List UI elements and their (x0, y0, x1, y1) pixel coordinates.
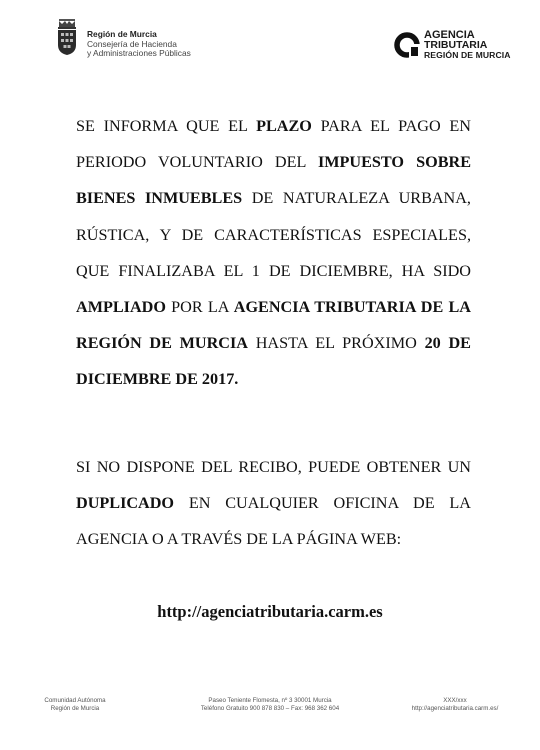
text-run-bold: AGENCIA TRIBUTARIA DE LA REGIÓN DE MURCIA (76, 298, 471, 353)
text-run: EN CUALQUIER OFICINA DE LA AGENCIA O A TRAVÉS DE LA PÁGINA WEB: (76, 494, 471, 549)
institution-name (87, 30, 191, 59)
agency-logo-icon (394, 32, 420, 58)
text-run: SE INFORMA QUE EL (76, 117, 257, 135)
text-run-bold: 20 DE DICIEMBRE DE 2017. (76, 334, 471, 389)
footer-text: Comunidad Autónoma (44, 697, 106, 704)
footer-text: XXX/xxx (443, 697, 467, 704)
institution-header (55, 18, 191, 59)
region-name: Región de Murcia (87, 29, 157, 39)
text-run: HASTA EL PRÓXIMO (247, 334, 425, 353)
notice-paragraph-duplicate (76, 449, 471, 558)
agency-name-line3: REGIÓN DE MURCIA (424, 50, 511, 60)
footer-text: Teléfono Gratuito 900 878 830 – Fax: 968 362 604 (200, 705, 340, 712)
footer-reference (390, 697, 520, 713)
text-run: PARA EL PAGO EN PERIODO VOLUNTARIO DEL (76, 117, 471, 172)
footer-text: Región de Murcia (50, 705, 100, 712)
text-run-bold: IMPUESTO SOBRE BIENES INMUEBLES (76, 153, 471, 208)
agency-website-link[interactable]: http://agenciatributaria.carm.es (157, 602, 383, 621)
murcia-coat-of-arms-icon (55, 18, 79, 56)
text-run-bold: AMPLIADO (76, 298, 166, 317)
department-name: Consejería de Hacienda (87, 38, 177, 49)
text-run-bold: DUPLICADO (76, 494, 175, 513)
agency-name-line1: AGENCIA (424, 29, 475, 41)
text-run: POR LA (165, 298, 234, 317)
text-run: DE NATURALEZA URBANA, RÚSTICA, Y DE CARACTERÍSTICAS ESPECIALES, QUE FINALIZABA EL 1 DE DICIEMBRE, HA SIDO (76, 189, 471, 280)
agency-name (424, 30, 511, 60)
footer-text: Paseo Teniente Flomesta, nº 3 30001 Murcia (208, 697, 332, 704)
agency-logo (394, 30, 511, 60)
text-run-bold: PLAZO (256, 117, 312, 135)
footer-address (180, 697, 360, 713)
agency-name-line2: TRIBUTARIA (424, 39, 488, 51)
text-run: SI NO DISPONE DEL RECIBO, PUEDE OBTENER UN (76, 458, 471, 476)
footer-institution (35, 697, 115, 713)
notice-paragraph-deadline (76, 108, 471, 398)
department-name-cont: y Administraciones Públicas (87, 48, 191, 59)
footer-link[interactable]: http://agenciatributaria.carm.es/ (411, 705, 499, 712)
